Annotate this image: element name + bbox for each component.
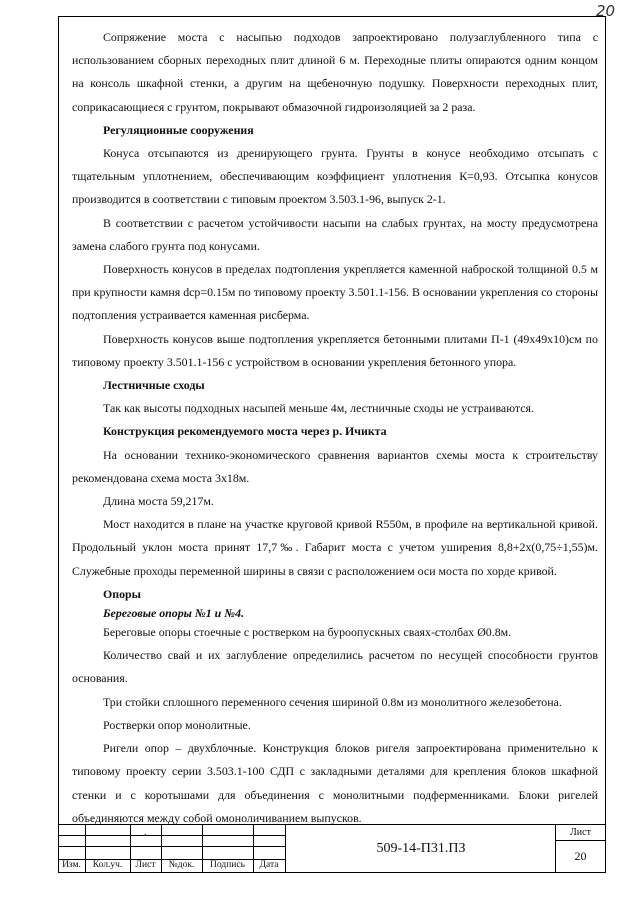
paragraph: Так как высоты подходных насыпей меньше 4м, лестничные сходы не устраиваются. <box>103 401 534 416</box>
subsection-heading: Береговые опоры №1 и №4. <box>103 606 245 621</box>
paragraph: Мост находится в плане на участке круговой кривой R550м, в профиле на вертикальной кривой. Продольный уклон моста принят 17,7‰. Габарит моста с учетом уширения 8,8+2х(0,75÷1,55)м. Служебные проходы переменной ширины в связи с расположением оси моста по хорде кривой. <box>72 517 598 578</box>
handwritten-page-number: 20 <box>596 2 616 20</box>
paragraph: Ригели опор – двухблочные. Конструкция блоков ригеля запроектирована применительно к типовому проекту серии 3.503.1-100 СДП с закладными деталями для крепления блоков шкафной стенки и с коротышами для объединения с монолитными подферменниками. Блоки ригелей объединяются между собой омоноличиванием выпусков. <box>72 741 598 825</box>
paragraph: Конуса отсыпаются из дренирующего грунта. Грунты в конусе необходимо отсыпать с тщательным уплотнением, обеспечивающим коэффициент уплотнения К=0,93. Отсыпка конусов производится в соответствии с типовым проектом 3.503.1-96, выпуск 2-1. <box>72 146 598 207</box>
section-heading: Конструкция рекомендуемого моста через р. Ичикта <box>103 424 387 439</box>
paragraph: В соответствии с расчетом устойчивости насыпи на слабых грунтах, на мосту предусмотрена замена слабого грунта под конусами. <box>72 215 598 253</box>
document-body <box>72 26 598 830</box>
col-label-kol-uch: Кол.уч. <box>92 860 123 870</box>
section-heading: Лестничные сходы <box>103 378 205 393</box>
sheet-cell <box>555 825 605 872</box>
paragraph: Береговые опоры стоечные с ростверком на буроопускных сваях-столбах Ø0.8м. <box>103 625 512 640</box>
sheet-label: Лист <box>556 825 605 841</box>
col-label-izm: Изм. <box>62 860 81 870</box>
paragraph: Поверхность конусов в пределах подтопления укрепляется каменной наброской толщиной 0.5 м при крупности камня dср=0.15м по типовому проекту 3.501.1-156. В основании укрепления со стороны подтопления устраивается каменная рисберма. <box>72 262 598 323</box>
paragraph: Поверхность конусов выше подтопления укрепляется бетонными плитами П-1 (49х49х10)см по типовому проекту 3.501.1-156 с устройством в основании укрепления бетонного упора. <box>72 331 598 369</box>
col-label-list: Лист <box>135 860 156 870</box>
document-code: 509-14-П31.ПЗ <box>285 825 556 872</box>
paragraph: Сопряжение моста с насыпью подходов запроектировано полузаглубленного типа с использованием сборных переходных плит длиной 6 м. Переходные плиты опираются одним концом на консоль шкафной стенки, а другим на щебеночную подушку. Поверхности переходных плит, соприкасающиеся с грунтом, покрывают обмазочной гидроизоляцией за 2 раза. <box>72 30 598 114</box>
revision-table: . Изм. Кол.уч. Лист №док. Подпись Дата <box>58 825 285 872</box>
section-heading: Регуляционные сооружения <box>103 122 254 137</box>
title-block <box>58 824 606 873</box>
paragraph: На основании технико-экономического сравнения вариантов схемы моста к строительству рекомендована схема моста 3х18м. <box>72 447 598 485</box>
section-heading: Опоры <box>103 586 141 601</box>
sheet-number: 20 <box>574 849 587 863</box>
col-label-ndok: №док. <box>168 860 195 870</box>
paragraph: Количество свай и их заглубление определились расчетом по несущей способности грунтов основания. <box>72 648 598 686</box>
paragraph: Три стойки сплошного переменного сечения шириной 0.8м из монолитного железобетона. <box>103 694 562 709</box>
paragraph: Ростверки опор монолитные. <box>103 717 251 732</box>
col-label-data: Дата <box>259 860 279 870</box>
paragraph: Длина моста 59,217м. <box>103 494 214 509</box>
col-label-podpis: Подпись <box>210 860 245 870</box>
